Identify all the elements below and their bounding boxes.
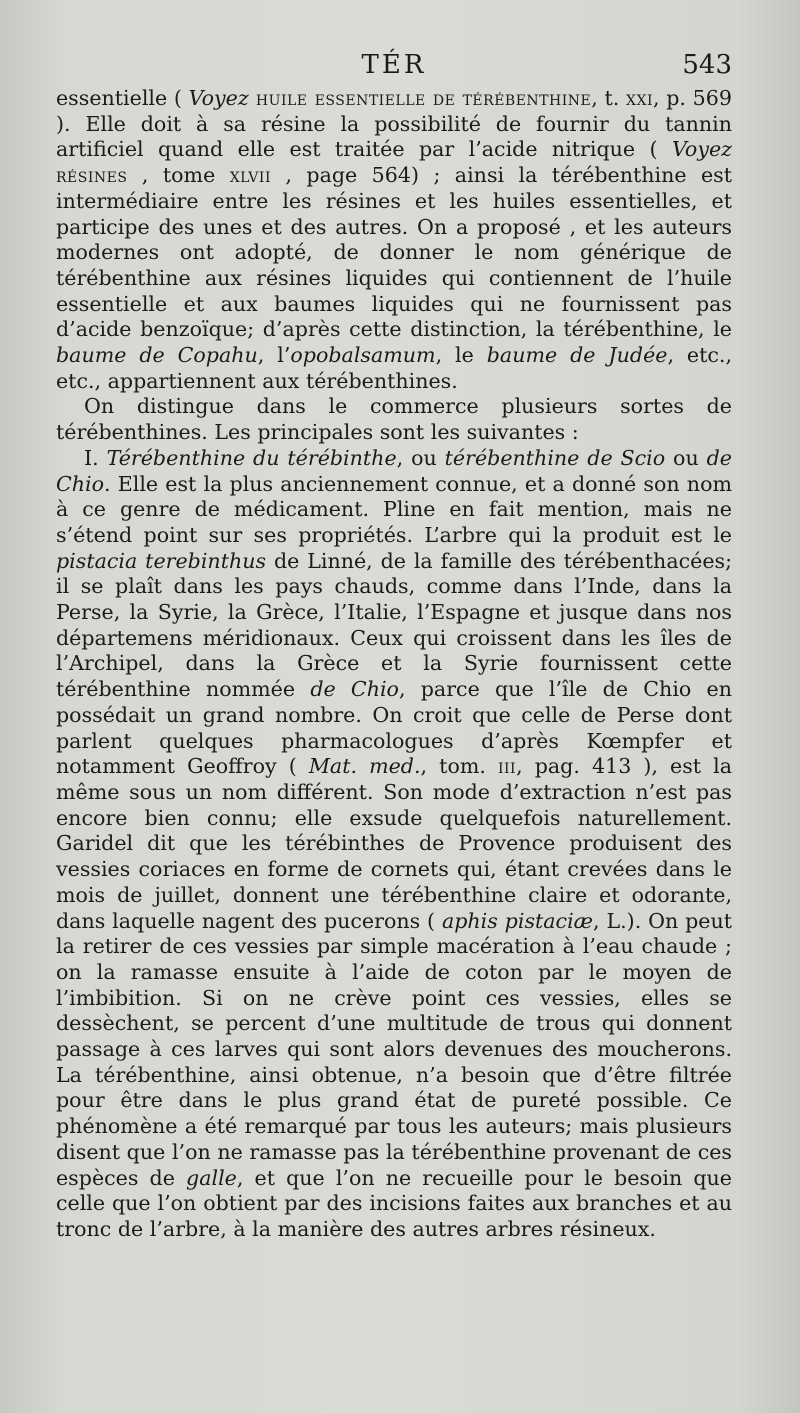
text-run: , t. bbox=[591, 86, 627, 110]
text-run: , etc., etc., appartiennent aux térébenthines. bbox=[56, 343, 732, 393]
small-caps-text: huile essentielle de térébenthine bbox=[248, 86, 592, 110]
italic-text: Voyez bbox=[671, 137, 732, 162]
paragraph bbox=[56, 86, 732, 394]
italic-text: de Chio bbox=[310, 677, 399, 702]
italic-text: opobalsamum bbox=[290, 343, 436, 368]
paragraph bbox=[56, 394, 732, 445]
italic-text: galle bbox=[186, 1165, 237, 1190]
text-run: , l’ bbox=[257, 343, 291, 368]
text-run: , tome bbox=[127, 163, 230, 188]
small-caps-text: iii bbox=[498, 754, 517, 779]
text-run: I. bbox=[84, 445, 107, 470]
text-run: , L.). On peut la retirer de ces vessies par simple macération à l’eau chaude ; on la ramasse ensuite à l’aide de coton par le moyen de l’imbibition. Si on ne crève point ces vessies, elles se dessèchent, se percent d’une multitude de trous qui donnent passage à ces larves qui sont alors devenues des moucherons. La térébenthine, ainsi obtenue, n’a besoin que d’être filtrée pour être dans le plus grand état de pureté possible. Ce phénomène a été remarqué par tous les auteurs; mais plusieurs disent que l’on ne ramasse pas la térébenthine provenant de ces espèces de bbox=[56, 908, 733, 1190]
italic-text: de Chio bbox=[56, 445, 732, 496]
text-run: ou bbox=[665, 445, 707, 470]
body-text bbox=[56, 86, 732, 1243]
text-run: , pag. 413 ), est la même sous un nom différent. Son mode d’extraction n’est pas encore bien connu; elle exsude quelquefois naturellement. Garidel dit que les térébinthes de Provence produisent des vessies coriaces en forme de cornets qui, étant crevées dans le mois de juillet, donnent une térébenthine claire et odorante, dans laquelle nagent des pucerons ( bbox=[56, 754, 733, 933]
page-number: 543 bbox=[682, 50, 732, 80]
italic-text: Térébenthine du térébinthe bbox=[106, 445, 397, 470]
running-head bbox=[56, 50, 732, 86]
text-run: , le bbox=[435, 343, 487, 368]
text-run: , parce que l’île de Chio en possédait un grand nombre. On croit que celle de Perse dont parlent quelques pharmacologues d’après Kœmpfer et notamment Geoffroy ( bbox=[56, 677, 733, 779]
paragraph bbox=[56, 446, 732, 1243]
italic-text: Voyez bbox=[188, 86, 249, 110]
text-run: , p. 569 ). Elle doit à sa résine la possibilité de fournir du tannin artificiel quand elle est traitée par l’acide nitrique ( bbox=[56, 86, 732, 162]
italic-text: pistacia terebinthus bbox=[56, 548, 267, 573]
text-run: , et que l’on ne recueille pour le besoin que celle que l’on obtient par des incisions faites aux branches et au tronc de l’arbre, à la manière des autres arbres résineux. bbox=[56, 1165, 732, 1241]
text-run: , ou bbox=[396, 445, 445, 470]
small-caps-text: xlvii bbox=[229, 163, 271, 188]
italic-text: térébenthine de Scio bbox=[444, 445, 666, 470]
text-run: , page 564) ; ainsi la térébenthine est intermédiaire entre les résines et les huiles essentielles, et participe des unes et des autres. On a proposé , et les auteurs modernes ont adopté, de donner le nom générique de térébenthine aux résines liquides qui contiennent de l’huile essentielle et aux baumes liquides qui ne fournissent pas d’acide benzoïque; d’après cette distinction, la térébenthine, le bbox=[56, 163, 732, 342]
small-caps-text: résines bbox=[56, 163, 128, 188]
italic-text: baume de Judée bbox=[486, 343, 668, 368]
text-run: . Elle est la plus anciennement connue, et a donné son nom à ce genre de médicament. Pline en fait mention, mais ne s’étend point sur ses propriétés. L’arbre qui la produit est le bbox=[56, 471, 732, 547]
small-caps-text: xxi bbox=[626, 86, 653, 110]
italic-text: aphis pistaciæ bbox=[441, 908, 594, 933]
text-run: essentielle ( bbox=[56, 86, 189, 110]
running-title: TÉR bbox=[361, 50, 427, 80]
text-run: On distingue dans le commerce plusieurs sortes de térébenthines. Les principales sont les suivantes : bbox=[56, 394, 732, 445]
text-run: de Linné, de la famille des térébenthacées; il se plaît dans les pays chauds, comme dans l’Inde, dans la Perse, la Syrie, la Grèce, l’Italie, l’Espagne et jusque dans nos départemens méridionaux. Ceux qui croissent dans les îles de l’Archipel, dans la Grèce et la Syrie fournissent cette térébenthine nommée bbox=[56, 548, 733, 702]
italic-text: baume de Copahu bbox=[56, 343, 258, 368]
italic-text: Mat. med. bbox=[308, 754, 421, 779]
text-run: , tom. bbox=[420, 754, 498, 779]
